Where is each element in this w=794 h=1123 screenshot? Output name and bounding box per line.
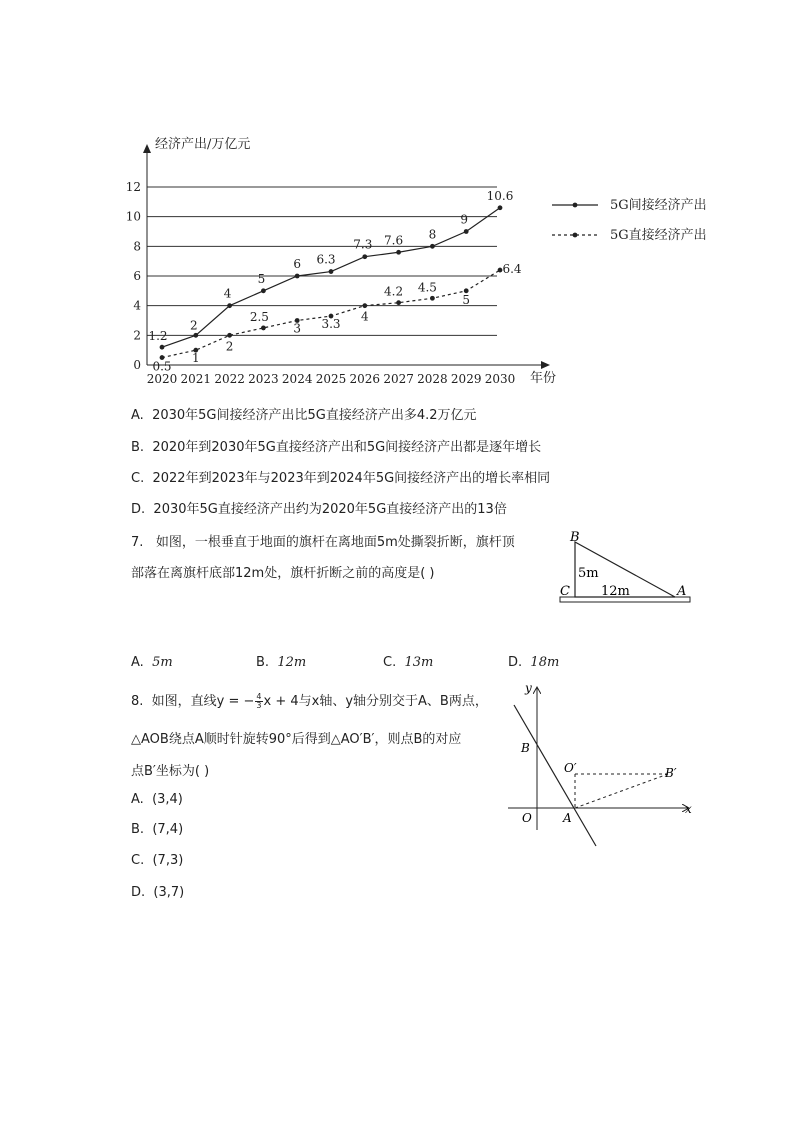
data-point: [160, 345, 165, 350]
label-x: x: [685, 802, 692, 816]
x-tick-label: 2025: [315, 372, 347, 386]
label-c: C: [560, 584, 570, 599]
x-tick-label: 2021: [180, 372, 212, 386]
data-point: [193, 333, 198, 338]
data-label: 2: [225, 339, 234, 354]
data-point: [227, 303, 232, 308]
x-tick-label: 2027: [383, 372, 414, 386]
y-tick-label: 6: [133, 269, 141, 283]
label-y: y: [525, 681, 532, 695]
flagpole-figure: [555, 525, 695, 610]
label-o: O: [522, 811, 532, 825]
q6-option-a[interactable]: A. 2030年5G间接经济产出比5G直接经济产出多4.2万亿元: [131, 408, 477, 423]
data-label: 10.6: [486, 188, 514, 203]
q8-option-c[interactable]: C. (7,3): [131, 853, 184, 868]
y-tick-label: 10: [125, 209, 141, 224]
y-tick-label: 8: [133, 239, 141, 254]
data-label: 6: [293, 257, 302, 271]
data-point: [362, 303, 367, 308]
q8-text-line2: △AOB绕点A顺时针旋转90°后得到△AO′B′，则点B的对应: [131, 732, 462, 747]
label-b-prime: B′: [665, 766, 677, 780]
coordinate-figure: [500, 680, 700, 855]
x-tick-label: 2030: [484, 372, 516, 386]
legend-marker: [573, 233, 578, 238]
y-axis-title: 经济产出/万亿元: [155, 137, 251, 152]
data-label: 5: [462, 292, 471, 307]
x-tick-label: 2026: [349, 372, 381, 386]
q7-option-a[interactable]: A. 5m: [131, 655, 173, 670]
data-label: 4.2: [384, 284, 404, 299]
q8-option-a[interactable]: A. (3,4): [131, 792, 183, 807]
q7-text-line2: 部落在离旗杆底部12m处，旗杆折断之前的高度是( ): [131, 566, 435, 581]
label-o-prime: O′: [564, 761, 577, 775]
q8-option-d[interactable]: D. (3,7): [131, 885, 185, 900]
q7-option-b[interactable]: B. 12m: [256, 655, 307, 670]
label-12m: 12m: [601, 584, 630, 599]
q7-text-line1: 7. 如图，一根垂直于地面的旗杆在离地面5m处撕裂折断，旗杆顶: [131, 535, 515, 550]
data-label: 1: [191, 351, 200, 366]
data-label: 3: [293, 321, 302, 336]
q6-option-b[interactable]: B. 2020年到2030年5G直接经济产出和5G间接经济产出都是逐年增长: [131, 440, 542, 455]
data-point: [329, 269, 334, 274]
x-axis-arrow: [541, 361, 550, 369]
y-tick-label: 4: [133, 298, 141, 313]
data-label: 9: [460, 212, 469, 227]
legend-marker: [573, 203, 578, 208]
data-point: [396, 300, 401, 305]
q7-option-c[interactable]: C. 13m: [383, 655, 434, 670]
x-tick-label: 2028: [417, 372, 448, 386]
legend-label: 5G直接经济产出: [610, 228, 707, 243]
label-b: B: [521, 741, 530, 755]
label-b: B: [570, 530, 580, 545]
x-axis-title: 年份: [530, 371, 557, 386]
data-point: [430, 244, 435, 249]
data-point: [362, 254, 367, 259]
fraction: $\frac{4}{3}$: [256, 692, 262, 710]
data-label: 6.4: [502, 262, 522, 277]
y-axis-arrow: [143, 144, 151, 153]
q8-option-b[interactable]: B. (7,4): [131, 822, 184, 837]
x-tick-label: 2020: [146, 372, 178, 386]
label-a: A: [677, 584, 687, 599]
data-point: [464, 229, 469, 234]
data-label: 4: [360, 309, 369, 324]
data-label: 7.6: [384, 233, 404, 248]
q6-option-d[interactable]: D. 2030年5G直接经济产出约为2020年5G直接经济产出的13倍: [131, 502, 507, 517]
legend-label: 5G间接经济产出: [610, 198, 707, 213]
y-tick-label: 2: [133, 328, 141, 343]
label-a: A: [563, 811, 572, 825]
data-point: [430, 296, 435, 301]
y-tick-label: 0: [133, 358, 141, 372]
x-tick-label: 2022: [214, 372, 245, 386]
data-point: [396, 250, 401, 255]
q8-text-line3: 点B′坐标为( ): [131, 764, 210, 779]
data-point: [498, 205, 503, 210]
x-tick-label: 2023: [248, 372, 279, 386]
x-tick-label: 2024: [281, 372, 313, 386]
data-label: 1.2: [148, 329, 168, 344]
y-tick-label: 12: [125, 180, 141, 194]
data-point: [261, 288, 266, 293]
x-tick-label: 2029: [450, 372, 482, 386]
segment-a-b1: [575, 774, 668, 808]
data-label: 7.3: [353, 237, 373, 252]
economic-output-chart: [0, 0, 794, 400]
data-label: 2: [189, 318, 198, 333]
data-label: 8: [428, 227, 437, 242]
data-point: [261, 326, 266, 331]
data-label: 3.3: [321, 317, 341, 332]
data-label: 4.5: [417, 280, 437, 295]
data-label: 2.5: [249, 309, 269, 324]
q6-option-c[interactable]: C. 2022年到2023年与2023年到2024年5G间接经济产出的增长率相同: [131, 471, 551, 486]
data-point: [295, 274, 300, 279]
q8-text-line1: 8. 如图，直线y = − $\frac{4}{3}$ x + 4与x轴、y轴分别交于A、B两点，: [131, 692, 488, 710]
data-point: [227, 333, 232, 338]
data-label: 5: [257, 271, 266, 286]
q7-option-d[interactable]: D. 18m: [508, 655, 560, 670]
label-5m: 5m: [578, 566, 599, 581]
data-label: 6.3: [316, 252, 336, 267]
data-label: 4: [223, 286, 232, 301]
data-label: 0.5: [152, 359, 172, 374]
